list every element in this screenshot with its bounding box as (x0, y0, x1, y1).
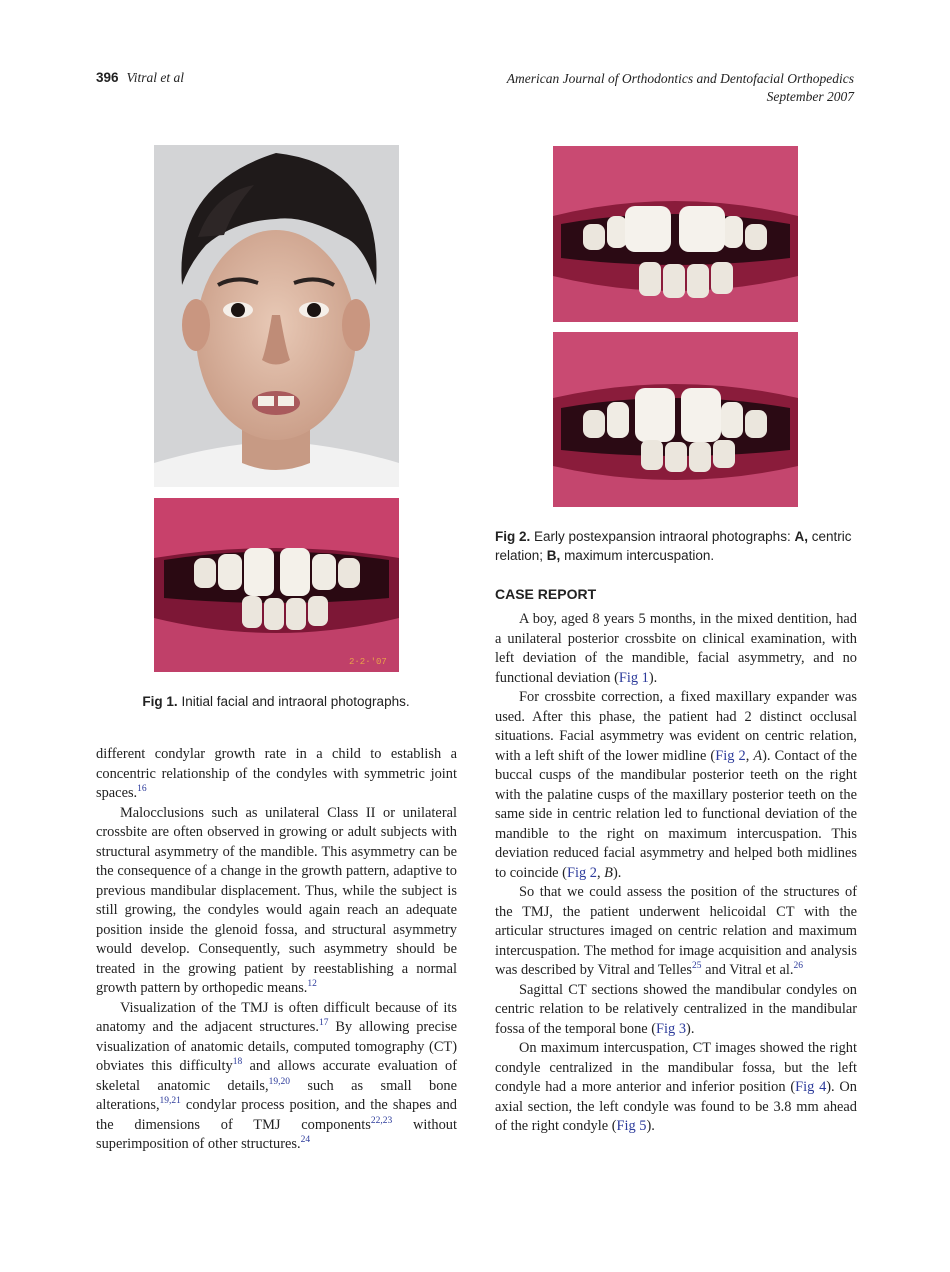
running-header-left (96, 70, 184, 86)
figure-link[interactable]: Fig 3 (656, 1020, 687, 1037)
text: ). (686, 1020, 695, 1037)
journal-issue: September 2007 (766, 89, 854, 104)
citation[interactable]: 19,21 (159, 1096, 181, 1107)
running-author: Vitral et al (126, 70, 185, 85)
citation[interactable]: 25 (692, 961, 702, 972)
text: So that we could assess the position of the structures of the TMJ, the patient underwent helicoidal CT with the articular structures imaged on centric relation and maximum intercuspation. The method for image acquisition and analysis was described by Vitral and Telles (495, 884, 857, 978)
fig1-label: Fig 1. (142, 694, 178, 709)
text: ). (648, 669, 658, 686)
section-heading: CASE REPORT (495, 586, 597, 602)
text: such as small bone alterations, (96, 1077, 457, 1113)
photo-timestamp: 2·2·'07 (349, 657, 387, 667)
intraoral-teeth-illustration-a (553, 146, 798, 322)
text: On maximum intercuspation, CT images showed the right condyle centralized in the mandibular fossa, but the left condyle had a more anterior and inferior position ( (495, 1040, 857, 1095)
figure-link[interactable]: Fig 2 (566, 864, 597, 881)
fig2-caption-intro: Early postexpansion intraoral photographs: (534, 529, 791, 544)
intraoral-teeth-illustration-b (553, 332, 798, 507)
text: without superimposition of other structures. (96, 1116, 457, 1152)
citation[interactable]: 18 (232, 1057, 243, 1068)
text: ). On axial section, the left condyle was found to be 3.8 mm ahead of the right condyle ( (495, 1079, 857, 1134)
left-text-column (96, 745, 457, 1155)
panel-letter: A (753, 747, 763, 764)
fig2a-intraoral-photo (553, 146, 798, 322)
text: By allowing precise visualization of anatomic details, computed tomography (CT) obviates this difficulty (96, 1019, 457, 1074)
figure-link[interactable]: Fig 2 (715, 747, 746, 764)
fig2-b-text: maximum intercuspation. (564, 548, 715, 563)
paragraph (495, 981, 857, 1040)
paragraph (96, 999, 457, 1155)
citation[interactable]: 16 (137, 784, 147, 795)
paragraph (495, 610, 857, 688)
text: For crossbite correction, a fixed maxillary expander was used. After this phase, the patient had 2 distinct occlusal situations. Facial asymmetry was evident on centric relation, with a left shift of the lower midline ( (495, 689, 857, 764)
paragraph (495, 883, 857, 981)
paragraph (495, 688, 857, 883)
text: different condylar growth rate in a child to establish a concentric relationship of the condyles with symmetric joint spaces. (96, 746, 457, 801)
text: , (745, 747, 754, 764)
text: A boy, aged 8 years 5 months, in the mixed dentition, had a unilateral posterior crossbite on clinical examination, with left deviation of the mandible, facial asymmetry, and no functional deviation ( (495, 611, 857, 686)
paragraph (495, 1039, 857, 1137)
citation[interactable]: 12 (307, 979, 317, 990)
citation[interactable]: 17 (318, 1018, 329, 1029)
fig1-intraoral-photo (154, 498, 399, 672)
page-number: 396 (96, 70, 119, 85)
text: , (596, 864, 605, 881)
citation[interactable]: 19,20 (268, 1076, 290, 1087)
intraoral-teeth-illustration (154, 498, 399, 672)
text: and Vitral et al. (701, 962, 794, 978)
text: Malocclusions such as unilateral Class II or unilateral crossbite are often observed in growing or adult subjects with structural asymmetry of the mandible. This asymmetry can be the consequence of a change in the growth pattern, adaptive to previous mandibular displacement. Thus, while the subject is still growing, the condyles would again reach an adequate position inside the glenoid fossa, and structural asymmetry would develop. Consequently, such asymmetry should be treated in the growing patient by reestablishing a normal growth pattern by orthopedic means. (96, 804, 457, 996)
fig2-b-label: B, (546, 548, 561, 563)
figure-link[interactable]: Fig 5 (616, 1118, 647, 1134)
panel-letter: B (604, 864, 613, 881)
text: ). (612, 864, 622, 881)
figure-link[interactable]: Fig 4 (795, 1079, 827, 1095)
child-face-illustration (154, 145, 399, 487)
text: Sagittal CT sections showed the mandibular condyles on centric relation to be relatively centralized in the mandibular fossa of the temporal bone ( (495, 981, 857, 1037)
paragraph (96, 804, 457, 999)
figure-link[interactable]: Fig 1 (618, 669, 649, 686)
fig2-label: Fig 2. (495, 529, 531, 544)
fig1-caption (96, 692, 456, 711)
fig2-a-label: A, (794, 529, 808, 544)
fig2-a-text: centric relation; (495, 529, 852, 563)
citation[interactable]: 24 (300, 1135, 311, 1146)
fig1-caption-text: Initial facial and intraoral photographs. (181, 694, 410, 709)
citation[interactable]: 26 (793, 961, 803, 972)
paragraph (96, 745, 457, 804)
fig1-face-photo (154, 145, 399, 487)
running-header-right (507, 70, 854, 106)
text: Visualization of the TMJ is often difficult because of its anatomy and the adjacent structures. (96, 999, 457, 1035)
journal-title: American Journal of Orthodontics and Dentofacial Orthopedics (506, 71, 854, 86)
text: ). Contact of the buccal cusps of the mandibular posterior teeth on the right with the palatine cusps of the maxillary posterior teeth on the same side in centric relation led to functional deviation of the mandible to the right on maximum intercuspation. This deviation reduced facial asymmetry and helped both midlines to coincide ( (495, 747, 858, 881)
fig2-caption (495, 527, 857, 565)
text: condylar process position, and the shapes and the dimensions of TMJ components (96, 1097, 457, 1133)
text: and allows accurate evaluation of skeletal anatomic details, (96, 1058, 457, 1094)
right-text-column (495, 610, 857, 1137)
citation[interactable]: 22,23 (370, 1115, 393, 1126)
text: ). (646, 1118, 655, 1134)
fig2b-intraoral-photo (553, 332, 798, 507)
